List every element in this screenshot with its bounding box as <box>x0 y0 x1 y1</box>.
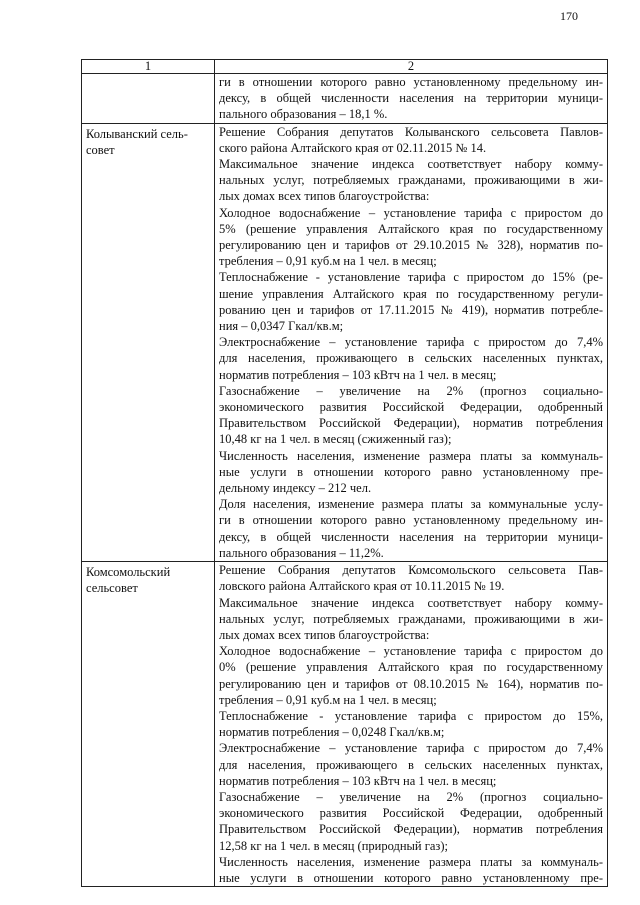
municipality-name-line: сельсовет <box>86 581 138 596</box>
table-row <box>82 562 608 887</box>
text-line: ния – 0,0347 Гкал/кв.м; <box>219 319 344 334</box>
column-header-1: 1 <box>82 60 215 74</box>
text-line: Газоснабжение – увеличение на 2% (прогноз социально- <box>219 383 603 398</box>
text-line: пального образования – 18,1 %. <box>219 107 388 122</box>
text-line: рованию цен и тарифов от 17.11.2015 № 419), норматив потребле- <box>219 302 603 317</box>
text-line: ги в отношении которого равно установленному предельному ин- <box>219 75 603 89</box>
text-line: ные услуги в отношении которого равно установленному пре- <box>219 870 603 885</box>
text-line: Численность населения, изменение размера платы за коммуналь- <box>219 854 603 869</box>
text-line: Максимальное значение индекса соответствует набору комму- <box>219 595 603 610</box>
text-line: ского района Алтайского края от 02.11.2015 № 14. <box>219 140 487 155</box>
text-line: требления – 0,91 куб.м на 1 чел. в месяц; <box>219 254 437 269</box>
table-row <box>82 123 608 561</box>
page-number: 170 <box>560 9 578 23</box>
description-cell <box>215 74 608 124</box>
municipality-name-line: совет <box>86 142 115 157</box>
text-line: для населения, проживающего в сельских населенных пунктах, <box>219 757 603 772</box>
column-header-2: 2 <box>215 60 608 74</box>
text-line: норматив потребления – 103 кВтч на 1 чел. в месяц; <box>219 367 497 382</box>
text-line: Электроснабжение – установление тарифа с приростом до 7,4% <box>219 335 603 350</box>
text-line: экономического развития Российской Федерации, одобренный <box>219 400 603 415</box>
text-line: Решение Собрания депутатов Колыванского сельсовета Павлов- <box>219 124 603 139</box>
text-line: Холодное водоснабжение – установление тарифа с приростом до <box>219 205 603 220</box>
text-line: регулированию цен и тарифов от 29.10.2015 № 328), норматив по- <box>219 238 603 253</box>
text-line: 10,48 кг на 1 чел. в месяц (сжиженный газ); <box>219 432 452 447</box>
text-line: шение управления Алтайского края по государственному регули- <box>219 286 603 301</box>
municipality-cell <box>82 74 215 124</box>
text-line: 12,58 кг на 1 чел. в месяц (природный газ); <box>219 838 448 853</box>
municipality-cell <box>82 562 215 887</box>
municipality-name-line: Комсомольский <box>86 565 171 580</box>
text-line: Холодное водоснабжение – установление тарифа с приростом до <box>219 644 603 659</box>
document-table <box>81 59 608 887</box>
text-line: норматив потребления – 0,0248 Гкал/кв.м; <box>219 725 445 740</box>
text-line: нальных услуг, потребляемых гражданами, проживающими в жи- <box>219 173 603 188</box>
text-line: пального образования – 11,2%. <box>219 545 384 560</box>
text-line: Правительством Российской Федерации), норматив потребления <box>219 416 603 431</box>
text-line: регулированию цен и тарифов от 08.10.2015 № 164), норматив по- <box>219 676 603 691</box>
municipality-cell <box>82 123 215 561</box>
text-line: нальных услуг, потребляемых гражданами, проживающими в жи- <box>219 611 603 626</box>
text-line: Теплоснабжение - установление тарифа с приростом до 15% (ре- <box>219 270 603 285</box>
table-row <box>82 74 608 124</box>
text-line: Электроснабжение – установление тарифа с приростом до 7,4% <box>219 741 603 756</box>
text-line: для населения, проживающего в сельских населенных пунктах, <box>219 351 603 366</box>
text-line: Газоснабжение – увеличение на 2% (прогноз социально- <box>219 789 603 804</box>
text-line: ги в отношении которого равно установленному предельному ин- <box>219 513 603 528</box>
text-line: дельному индексу – 212 чел. <box>219 481 372 496</box>
text-line: лых домах всех типов благоустройства: <box>219 189 430 204</box>
text-line: дексу, в общей численности населения на территории муници- <box>219 91 603 106</box>
municipality-name-line: Колыванский сель- <box>86 126 188 141</box>
text-line: экономического развития Российской Федерации, одобренный <box>219 806 603 821</box>
text-line: Теплоснабжение - установление тарифа с приростом до 15%, <box>219 708 603 723</box>
text-line: Максимальное значение индекса соответствует набору комму- <box>219 157 603 172</box>
text-line: 0% (решение управления Алтайского края по государственному <box>219 660 603 675</box>
text-line: лых домах всех типов благоустройства: <box>219 627 430 642</box>
text-line: Доля населения, изменение размера платы за коммунальные услу- <box>219 497 603 512</box>
text-line: ловского района Алтайского края от 10.11.2015 № 19. <box>219 579 505 594</box>
description-cell <box>215 123 608 561</box>
table-header-row <box>82 60 608 74</box>
text-line: Правительством Российской Федерации), норматив потребления <box>219 822 603 837</box>
description-cell <box>215 562 608 887</box>
text-line: Численность населения, изменение размера платы за коммуналь- <box>219 448 603 463</box>
text-line: Решение Собрания депутатов Комсомольского сельсовета Пав- <box>219 563 603 578</box>
text-line: требления – 0,91 куб.м на 1 чел. в месяц; <box>219 692 437 707</box>
text-line: 5% (решение управления Алтайского края по государственному <box>219 221 603 236</box>
text-line: ные услуги в отношении которого равно установленному пре- <box>219 464 603 479</box>
text-line: дексу, в общей численности населения на территории муници- <box>219 529 603 544</box>
text-line: норматив потребления – 103 кВтч на 1 чел. в месяц; <box>219 773 497 788</box>
